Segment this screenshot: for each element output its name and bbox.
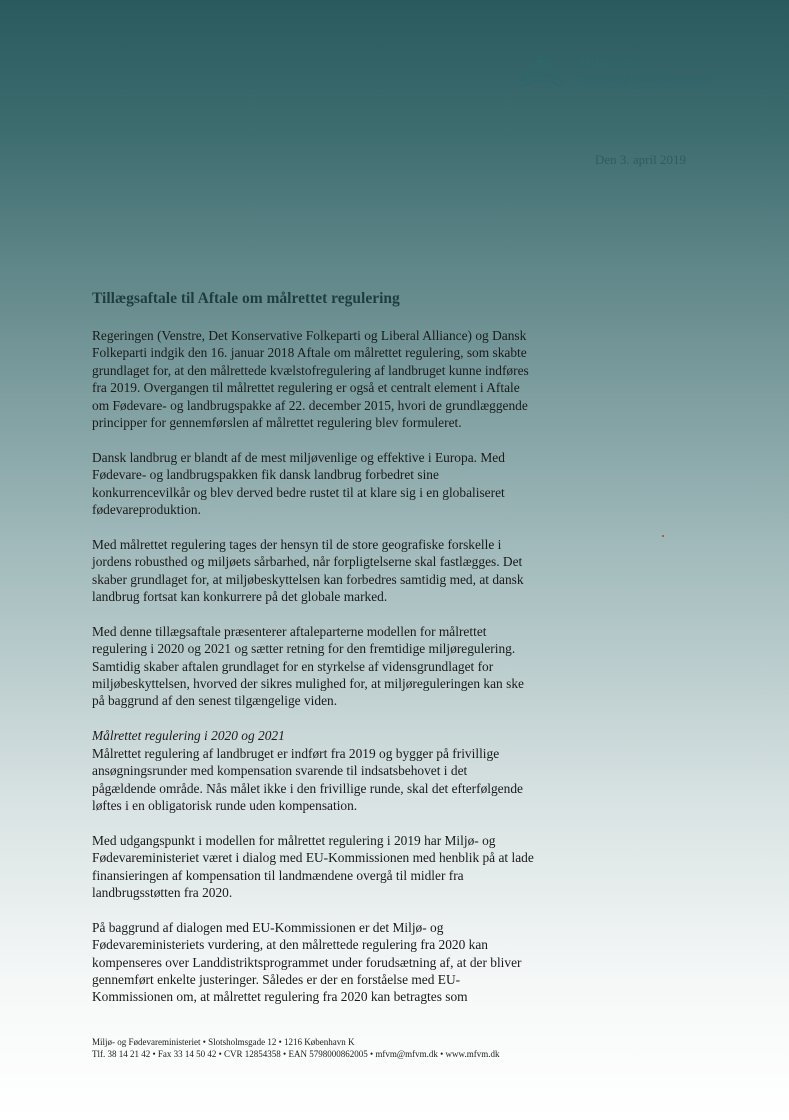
section-subheading: Målrettet regulering i 2020 og 2021 (92, 728, 285, 744)
paragraph-line: landbrugsstøtten fra 2020. (92, 884, 233, 900)
paragraph-line: Med målrettet regulering tages der hensyn til de store geografiske forskelle i (92, 536, 502, 552)
paragraph-line: Målrettet regulering af landbruget er indført fra 2019 og bygger på frivillige (92, 745, 500, 761)
paragraph-line: Samtidig skaber aftalen grundlaget for en styrkelse af vidensgrundlaget for (92, 658, 494, 674)
paragraph (92, 449, 592, 519)
paragraph-line: ansøgningsrunder med kompensation svarende til indsatsbehovet i det (92, 763, 468, 779)
paragraph-line: landbrug fortsat kan konkurrere på det globale marked. (92, 589, 388, 605)
paragraph-line: Med denne tillægsaftale præsenterer aftaleparterne modellen for målrettet (92, 623, 487, 639)
paragraph (92, 623, 592, 710)
document-body (92, 327, 592, 1023)
logo-line-2: fødevareministeren (579, 70, 714, 86)
paragraph-line: skaber grundlaget for, at miljøbeskyttelsen kan forbedres samtidig med, at dansk (92, 571, 524, 587)
paragraph-line: Fødevare- og landbrugspakken fik dansk landbrug forbedret sine (92, 467, 439, 483)
paragraph-line: pågældende område. Nås målet ikke i den frivillige runde, skal det efterfølgende (92, 780, 523, 796)
paragraph-line: løftes i en obligatorisk runde uden kompensation. (92, 797, 358, 813)
paragraph-line: jordens robusthed og miljøets sårbarhed, når forpligtelserne skal fastlægges. Det (92, 554, 523, 570)
paragraph-line: Kommissionen om, at målrettet regulering fra 2020 kan betragtes som (92, 989, 468, 1005)
paragraph-line: fra 2019. Overgangen til målrettet regulering er også et centralt element i Aftale (92, 380, 520, 396)
crown-icon (516, 52, 566, 90)
document-title: Tillægsaftale til Aftale om målrettet regulering (92, 290, 400, 307)
paragraph-line: kompenseres over Landdistriktsprogrammet under forudsætning af, at der bliver (92, 954, 522, 970)
paragraph-line: miljøbeskyttelsen, hvorved der sikres mulighed for, at miljøreguleringen kan ske (92, 676, 524, 692)
paragraph-line: regulering i 2020 og 2021 og sætter retning for den fremtidige miljøregulering. (92, 641, 516, 657)
paragraph-line: Med udgangspunkt i modellen for målrettet regulering i 2019 har Miljø- og (92, 832, 496, 848)
footer-contact: Tlf. 38 14 21 42 • Fax 33 14 50 42 • CVR 12854358 • EAN 5798000862005 • mfvm@mfvm.dk • www.mfvm.dk (92, 1049, 500, 1059)
footer-address: Miljø- og Fødevareministeriet • Slotsholmsgade 12 • 1216 København K (92, 1037, 355, 1047)
paragraph-line: På baggrund af dialogen med EU-Kommissionen er det Miljø- og (92, 919, 444, 935)
paragraph-line: principper for gennemførslen af målrettet regulering blev formuleret. (92, 415, 462, 431)
paragraph-line: på baggrund af den senest tilgængelige viden. (92, 693, 338, 709)
paragraph (92, 536, 592, 606)
letter-date: Den 3. april 2019 (595, 152, 686, 167)
paragraph-line: gennemført enkelte justeringer. Således er der en forståelse med EU- (92, 971, 461, 987)
logo-line-1: Miljø- og (579, 55, 640, 71)
stray-mark (662, 535, 664, 537)
paragraph-line: Fødevareministeriets vurdering, at den målrettede regulering fra 2020 kan (92, 937, 488, 953)
paragraph-line: om Fødevare- og landbrugspakke af 22. december 2015, hvori de grundlæggende (92, 397, 528, 413)
paragraph-line: finansieringen af kompensation til landmændene overgå til midler fra (92, 867, 464, 883)
logo-text (579, 56, 714, 86)
paragraph-line: Fødevareministeriet været i dialog med EU-Kommissionen med henblik på at lade (92, 850, 534, 866)
paragraph-line: Folkeparti indgik den 16. januar 2018 Aftale om målrettet regulering, som skabte (92, 345, 527, 361)
paragraph-line: fødevareproduktion. (92, 502, 201, 518)
page-footer (92, 1036, 499, 1060)
paragraph-line: Regeringen (Venstre, Det Konservative Folkeparti og Liberal Alliance) og Dansk (92, 328, 527, 343)
paragraph-line: konkurrencevilkår og blev derved bedre rustet til at klare sig i en globaliseret (92, 484, 505, 500)
paragraph-line: grundlaget for, at den målrettede kvælstofregulering af landbruget kunne indføres (92, 362, 529, 378)
paragraph (92, 832, 592, 902)
paragraph (92, 327, 592, 431)
ministry-logo (516, 52, 714, 90)
paragraph (92, 745, 592, 815)
paragraph-line: Dansk landbrug er blandt af de mest miljøvenlige og effektive i Europa. Med (92, 449, 505, 465)
paragraph (92, 919, 592, 1006)
